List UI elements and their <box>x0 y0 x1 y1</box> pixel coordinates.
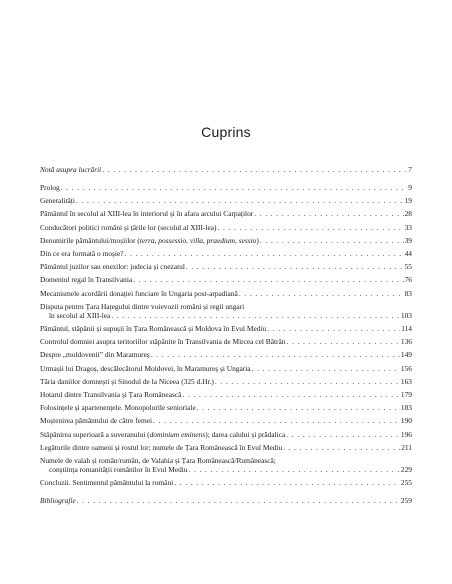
table-of-contents <box>40 165 412 510</box>
toc-entry-controlul-domniei[interactable] <box>40 337 412 346</box>
dot-leader <box>186 262 404 271</box>
dot-leader <box>267 324 400 333</box>
toc-entry-juzi[interactable] <box>40 262 412 271</box>
toc-entry-page: 136 <box>400 337 412 347</box>
dot-leader <box>77 496 400 505</box>
toc-entry-mecanismele[interactable] <box>40 289 412 298</box>
toc-entry-title: Moștenirea pământului de către femei <box>40 416 153 426</box>
toc-entry-concluzii[interactable] <box>40 478 412 487</box>
toc-entry-pamantul-secolul-xiii[interactable] <box>40 209 412 218</box>
toc-entry-page: 179 <box>400 390 412 399</box>
toc-entry-title: Conducători politici români și țările lor (secolul al XIII-lea) <box>40 222 217 232</box>
dot-leader <box>189 465 400 474</box>
toc-entry-page: 39 <box>404 235 412 245</box>
toc-entry-page: 156 <box>400 363 412 373</box>
toc-entry-page: 196 <box>400 429 412 439</box>
toc-entry-page: 28 <box>404 209 412 219</box>
toc-entry-page: 44 <box>404 249 412 259</box>
toc-entry-title-line2: în secolul al XIII-lea <box>49 310 111 320</box>
dot-leader <box>218 223 404 232</box>
dot-leader <box>252 364 400 373</box>
toc-entry-hotarul[interactable] <box>40 390 412 399</box>
toc-entry-page: 103 <box>400 310 412 320</box>
toc-entry-page: 19 <box>404 196 412 206</box>
dot-leader <box>61 183 408 192</box>
toc-entry-generalitati[interactable] <box>40 196 412 205</box>
toc-entry-title: Tăria daniilor domnești și Sinodul de la Niceea (325 d.Hr.) <box>40 376 214 386</box>
toc-entry-page: 255 <box>400 478 412 488</box>
dot-leader <box>151 350 400 359</box>
dot-leader <box>215 377 400 386</box>
toc-entry-page: 259 <box>400 496 412 506</box>
dot-leader <box>260 236 404 245</box>
toc-entry-title: Generalități <box>40 196 75 206</box>
title-part: Denumirile pământului/moșiilor ( <box>40 235 140 245</box>
dot-leader <box>153 416 400 425</box>
title-emphasis: dominium eminens <box>149 429 206 439</box>
dot-leader <box>111 311 400 320</box>
toc-entry-title: Despre „moldovenii” din Maramureș <box>40 350 150 360</box>
toc-entry-title: Bibliografie <box>40 496 76 506</box>
toc-entry-page: 76 <box>404 275 412 285</box>
dot-leader <box>254 209 403 218</box>
toc-entry-title: Legăturile dintre oameni și rostul lor; numele de Țara Românească în Evul Mediu <box>40 442 283 452</box>
toc-entry-page: 149 <box>400 350 412 360</box>
toc-entry-urmasii-dragos[interactable] <box>40 364 412 373</box>
toc-entry-title: Din ce era formată o moșie? <box>40 249 124 259</box>
toc-entry-page: 211 <box>401 442 412 452</box>
toc-entry-title-line1: Disputa pentru Țara Hațegului dintre voievozii români și regii ungari <box>40 301 245 311</box>
toc-entry-disputa[interactable] <box>40 302 412 320</box>
toc-entry-domeniul-regal[interactable] <box>40 275 412 284</box>
dot-leader <box>239 289 404 298</box>
toc-entry-mostenirea[interactable] <box>40 416 412 425</box>
toc-entry-title-line2: conștiința romanității românilor în Evul Mediu <box>49 465 188 475</box>
dot-leader <box>76 196 404 205</box>
title-part: ); darea calului și prădalica <box>205 429 286 439</box>
toc-entry-mosie[interactable] <box>40 249 412 258</box>
toc-entry-title: Concluzii. Sentimentul pământului la români <box>40 478 174 488</box>
dot-leader <box>283 443 400 452</box>
toc-entry-page: 7 <box>408 165 412 174</box>
toc-entry-title <box>40 430 285 439</box>
toc-entry-nota[interactable] <box>40 165 412 174</box>
toc-entry-title <box>40 236 259 245</box>
toc-entry-page: 163 <box>400 376 412 386</box>
page-title: Cuprins <box>201 124 251 140</box>
toc-entry-title: Prolog <box>40 183 60 193</box>
dot-leader <box>133 275 403 284</box>
title-part: Stăpânirea superioară a suveranului ( <box>40 429 150 439</box>
toc-entry-title: Domeniul regal în Transilvania <box>40 275 133 285</box>
toc-entry-title: Hotarul dintre Transilvania și Țara Românească <box>40 390 182 399</box>
title-part: ) <box>256 235 259 245</box>
toc-entry-page: 229 <box>400 465 412 475</box>
toc-entry-page: 9 <box>408 183 412 193</box>
toc-entry-stapanirea-superioara[interactable] <box>40 430 412 439</box>
toc-entry-legaturile[interactable] <box>40 443 412 452</box>
toc-entry-conducatori[interactable] <box>40 223 412 232</box>
toc-entry-denumirile[interactable] <box>40 236 412 245</box>
toc-entry-pamantul-stapanii[interactable] <box>40 324 412 333</box>
toc-entry-taria-daniilor[interactable] <box>40 377 412 386</box>
dot-leader <box>286 337 399 346</box>
toc-entry-title: Pământul în secolul al XIII-lea în interiorul și în afara arcului Carpaților <box>40 209 254 219</box>
toc-entry-title: Pământul juzilor sau enezilor: judecia și cnezatul <box>40 262 185 272</box>
toc-entry-title: Notă asupra lucrării <box>40 165 102 174</box>
toc-entry-moldovenii[interactable] <box>40 350 412 359</box>
toc-entry-folosintele[interactable] <box>40 403 412 412</box>
toc-entry-title-line1: Numele de valah și român/rumân, de Valahia și Țara Românească/Rumânească; <box>40 455 276 465</box>
toc-entry-numele-de-valah[interactable] <box>40 456 412 474</box>
toc-entry-page: 190 <box>400 416 412 426</box>
dot-leader <box>174 478 400 487</box>
toc-entry-title: Controlul domniei asupra teritoriilor stăpânite în Transilvania de Mircea cel Bătrân <box>40 337 286 347</box>
dot-leader <box>182 390 399 399</box>
toc-entry-bibliografie[interactable] <box>40 496 412 505</box>
toc-entry-page: 83 <box>404 288 412 298</box>
toc-entry-page: 55 <box>404 262 412 272</box>
toc-entry-title: Pământul, stăpânii și supușii în Țara Românească și Moldova în Evul Mediu <box>40 324 267 334</box>
toc-entry-title: Urmașii lui Dragoș, descălecătorul Moldovei, în Maramureș și Ungaria <box>40 363 251 373</box>
toc-entry-prolog[interactable] <box>40 183 412 192</box>
dot-leader <box>102 165 407 174</box>
dot-leader <box>286 430 400 439</box>
dot-leader <box>197 403 400 412</box>
title-emphasis: terra, possessio, villa, praedium, sessio <box>139 235 257 245</box>
toc-entry-page: 183 <box>400 403 412 413</box>
toc-entry-title: Mecanismele acordării donației funciare în Ungaria post-arpadiană <box>40 288 238 298</box>
toc-entry-page: 33 <box>404 222 412 232</box>
dot-leader <box>125 249 404 258</box>
toc-entry-title: Folosințele și apartenențele. Monopolurile senioriale <box>40 403 196 413</box>
toc-entry-page: 114 <box>401 324 412 334</box>
